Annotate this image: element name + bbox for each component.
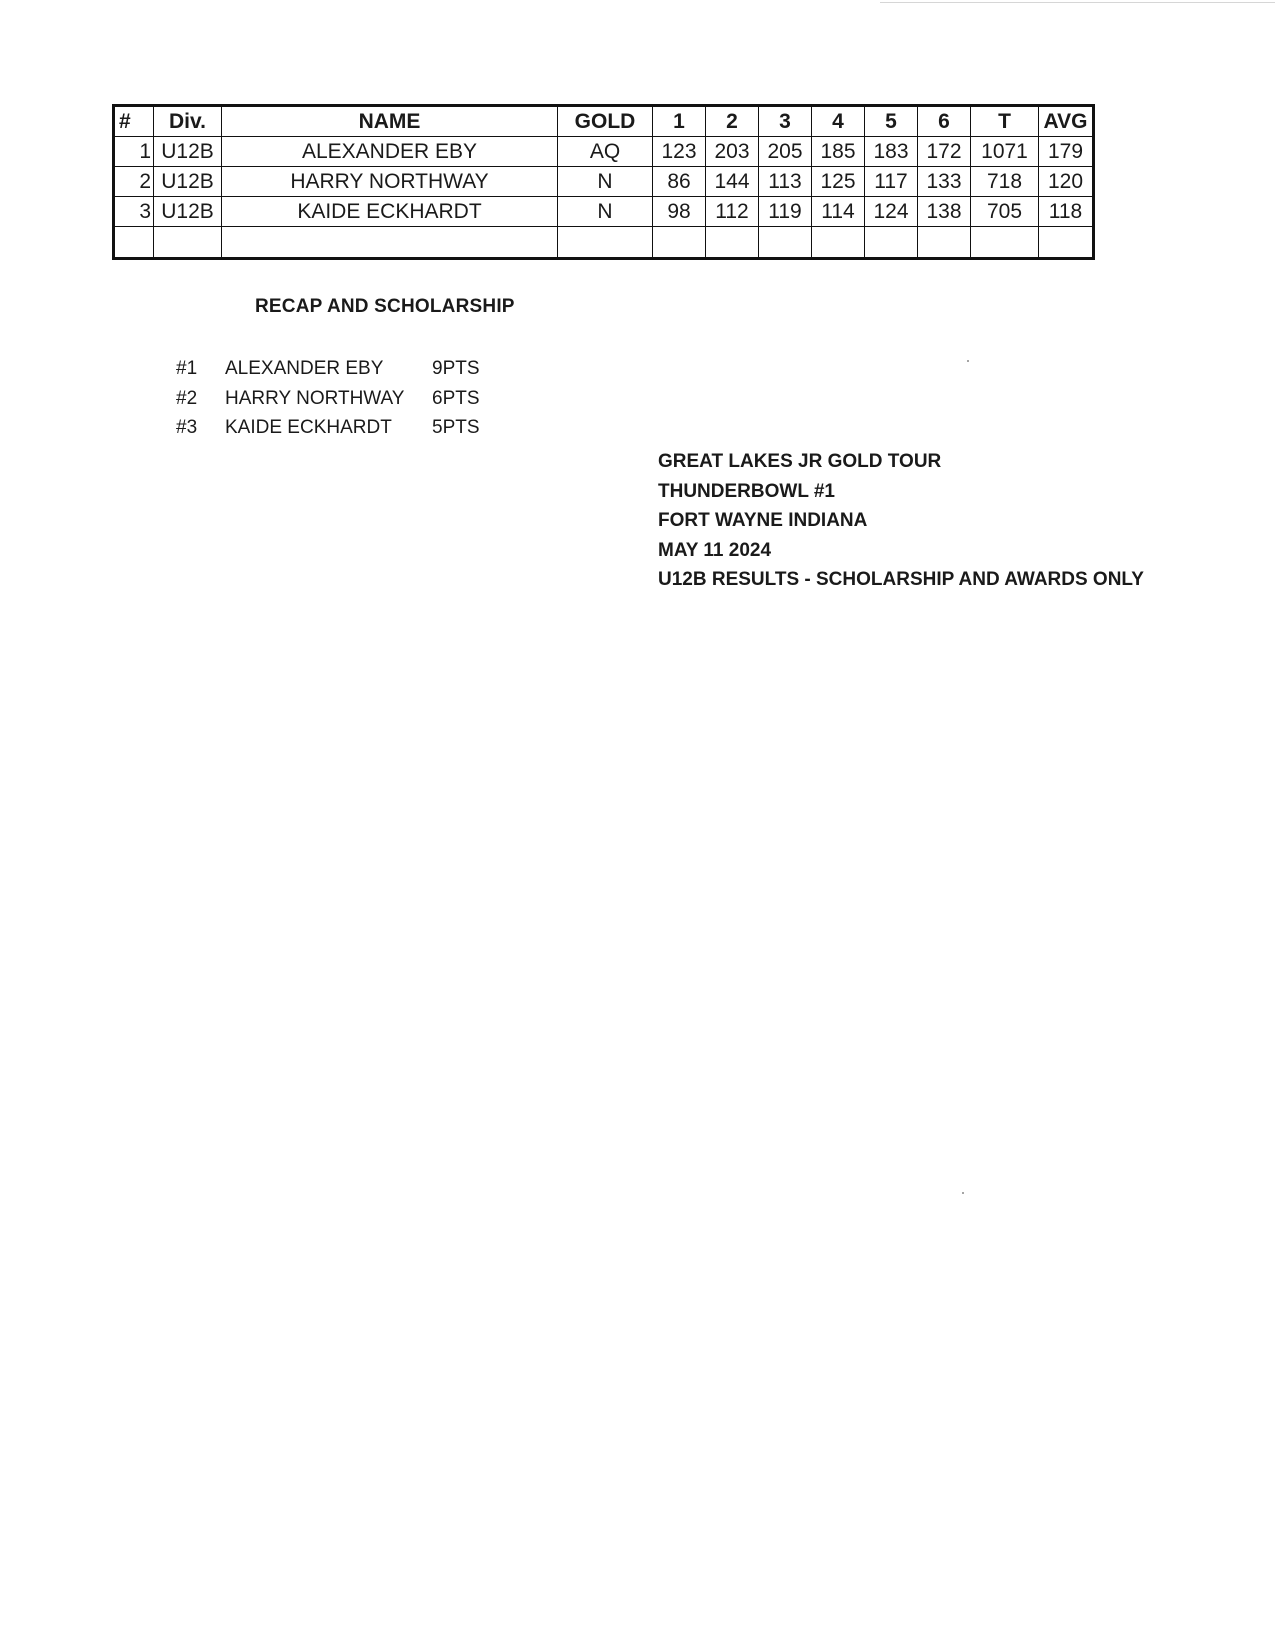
cell-name: ALEXANDER EBY xyxy=(222,137,558,167)
scan-speck xyxy=(967,360,969,362)
table-row xyxy=(114,167,1094,197)
list-item xyxy=(176,413,496,443)
scan-speck xyxy=(962,1192,964,1194)
header-rank: # xyxy=(114,106,154,137)
cell-empty xyxy=(653,227,706,259)
cell-rank: 2 xyxy=(114,167,154,197)
recap-rank: #3 xyxy=(176,417,198,438)
event-venue: THUNDERBOWL #1 xyxy=(658,480,835,502)
cell-game-4: 114 xyxy=(812,197,865,227)
cell-game-2: 203 xyxy=(706,137,759,167)
header-name: NAME xyxy=(222,106,558,137)
cell-gold: N xyxy=(558,167,653,197)
recap-name: HARRY NORTHWAY xyxy=(225,387,405,409)
cell-game-3: 205 xyxy=(759,137,812,167)
event-date: MAY 11 2024 xyxy=(658,539,772,561)
table-row xyxy=(114,197,1094,227)
cell-empty xyxy=(865,227,918,259)
cell-average: 120 xyxy=(1039,167,1094,197)
cell-game-5: 117 xyxy=(865,167,918,197)
header-game-5: 5 xyxy=(865,106,918,137)
cell-empty xyxy=(918,227,971,259)
cell-empty xyxy=(971,227,1039,259)
recap-points: 6PTS xyxy=(432,387,480,409)
header-game-1: 1 xyxy=(653,106,706,137)
cell-game-6: 138 xyxy=(918,197,971,227)
cell-empty xyxy=(114,227,154,259)
table-header-row xyxy=(114,106,1094,137)
event-description: U12B RESULTS - SCHOLARSHIP AND AWARDS ONLY xyxy=(658,569,1144,590)
cell-game-6: 133 xyxy=(918,167,971,197)
header-total: T xyxy=(971,106,1039,137)
cell-empty xyxy=(154,227,222,259)
cell-gold: AQ xyxy=(558,137,653,167)
cell-division: U12B xyxy=(154,197,222,227)
cell-game-4: 125 xyxy=(812,167,865,197)
list-item xyxy=(176,354,496,384)
cell-game-2: 144 xyxy=(706,167,759,197)
cell-game-1: 98 xyxy=(653,197,706,227)
cell-game-3: 113 xyxy=(759,167,812,197)
event-info xyxy=(658,447,1144,595)
header-game-4: 4 xyxy=(812,106,865,137)
recap-title: RECAP AND SCHOLARSHIP xyxy=(255,296,515,317)
event-tour: GREAT LAKES JR GOLD TOUR xyxy=(658,451,942,472)
cell-division: U12B xyxy=(154,167,222,197)
cell-game-3: 119 xyxy=(759,197,812,227)
cell-total: 1071 xyxy=(971,137,1039,167)
cell-empty xyxy=(222,227,558,259)
cell-game-2: 112 xyxy=(706,197,759,227)
cell-empty xyxy=(558,227,653,259)
cell-empty xyxy=(1039,227,1094,259)
recap-list xyxy=(176,354,496,443)
recap-name: ALEXANDER EBY xyxy=(225,358,384,379)
cell-empty xyxy=(812,227,865,259)
recap-name: KAIDE ECKHARDT xyxy=(225,417,392,438)
cell-total: 705 xyxy=(971,197,1039,227)
list-item xyxy=(176,384,496,414)
cell-name: HARRY NORTHWAY xyxy=(222,167,558,197)
cell-game-5: 183 xyxy=(865,137,918,167)
cell-gold: N xyxy=(558,197,653,227)
cell-average: 179 xyxy=(1039,137,1094,167)
table-row-empty xyxy=(114,227,1094,259)
recap-rank: #2 xyxy=(176,387,198,409)
cell-name: KAIDE ECKHARDT xyxy=(222,197,558,227)
cell-game-1: 123 xyxy=(653,137,706,167)
cell-average: 118 xyxy=(1039,197,1094,227)
table-row xyxy=(114,137,1094,167)
header-gold: GOLD xyxy=(558,106,653,137)
header-game-2: 2 xyxy=(706,106,759,137)
recap-rank: #1 xyxy=(176,358,198,379)
cell-total: 718 xyxy=(971,167,1039,197)
header-game-3: 3 xyxy=(759,106,812,137)
header-game-6: 6 xyxy=(918,106,971,137)
recap-points: 9PTS xyxy=(432,358,480,379)
event-location: FORT WAYNE INDIANA xyxy=(658,510,868,531)
cell-game-6: 172 xyxy=(918,137,971,167)
scan-edge-line xyxy=(880,2,1275,3)
header-average: AVG xyxy=(1039,106,1094,137)
recap-points: 5PTS xyxy=(432,417,480,438)
cell-game-4: 185 xyxy=(812,137,865,167)
cell-rank: 3 xyxy=(114,197,154,227)
cell-empty xyxy=(706,227,759,259)
cell-rank: 1 xyxy=(114,137,154,167)
header-division: Div. xyxy=(154,106,222,137)
cell-game-1: 86 xyxy=(653,167,706,197)
results-table xyxy=(112,104,1095,260)
cell-division: U12B xyxy=(154,137,222,167)
cell-empty xyxy=(759,227,812,259)
cell-game-5: 124 xyxy=(865,197,918,227)
